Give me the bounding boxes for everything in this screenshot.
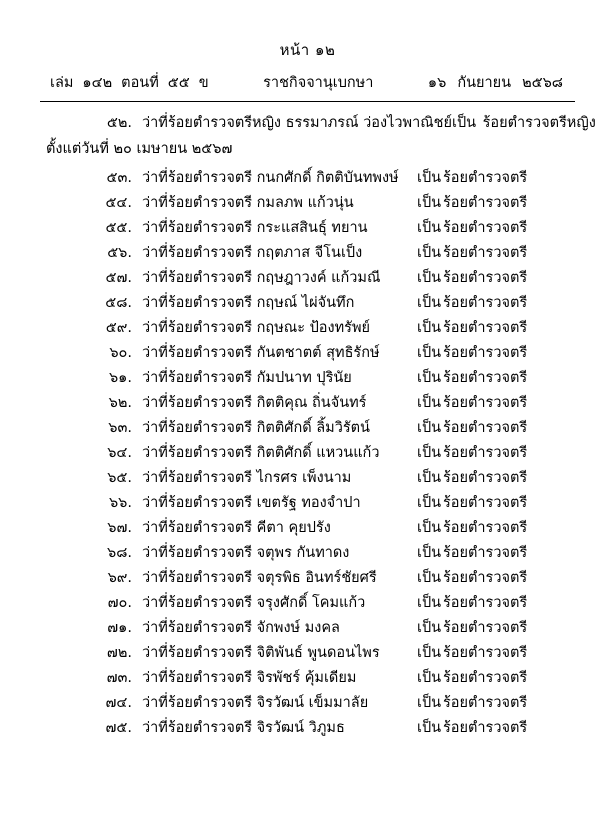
item-name: ว่าที่ร้อยตำรวจตรี กัมปนาท ปุรินัย bbox=[142, 370, 352, 386]
list-item bbox=[46, 496, 567, 511]
list-item bbox=[46, 571, 567, 586]
item-rank-prefix: เป็น bbox=[417, 195, 442, 211]
volume-label: เล่ม bbox=[50, 75, 74, 91]
item-number: ๖๒. bbox=[108, 395, 132, 411]
item-number: ๖๘. bbox=[107, 545, 132, 561]
item-number: ๗๓. bbox=[106, 670, 132, 686]
item-name: ว่าที่ร้อยตำรวจตรี กฤษฎาวงค์ แก้วมณี bbox=[142, 270, 381, 286]
item-rank-value: ร้อยตำรวจตรี bbox=[443, 420, 528, 436]
item-number: ๖๙. bbox=[107, 570, 132, 586]
item-name: ว่าที่ร้อยตำรวจตรี จตุพร กันทาดง bbox=[142, 545, 350, 561]
volume-number: ๑๔๒ bbox=[82, 75, 113, 91]
appointment-list bbox=[46, 171, 567, 736]
list-item bbox=[46, 115, 596, 131]
item-name: ว่าที่ร้อยตำรวจตรี กิตติคุณ ถิ่นจันทร์ bbox=[142, 395, 367, 411]
item-rank-value: ร้อยตำรวจตรีหญิง bbox=[482, 115, 596, 131]
item-number: ๖๗. bbox=[107, 520, 132, 536]
item-name: ว่าที่ร้อยตำรวจตรีหญิง ธรรมาภรณ์ ว่องไวพาณิชย์ bbox=[142, 115, 453, 131]
date-year: ๒๕๖๘ bbox=[522, 75, 563, 91]
item-number: ๕๔. bbox=[105, 195, 132, 211]
item-rank bbox=[417, 171, 567, 186]
item-rank-prefix: เป็น bbox=[417, 620, 442, 636]
item-name: ว่าที่ร้อยตำรวจตรี จักพงษ์ มงคล bbox=[142, 620, 340, 636]
item-name: ว่าที่ร้อยตำรวจตรี จตุรพิธ อินทร์ชัยศรี bbox=[142, 570, 377, 586]
list-item bbox=[46, 346, 567, 361]
item-rank-value: ร้อยตำรวจตรี bbox=[443, 170, 528, 186]
item-number: ๗๔. bbox=[105, 695, 132, 711]
item-number: ๖๕. bbox=[107, 470, 132, 486]
item-rank-value: ร้อยตำรวจตรี bbox=[443, 520, 528, 536]
effective-date-line: ตั้งแต่วันที่ ๒๐ เมษายน ๒๕๖๗ bbox=[46, 141, 233, 157]
item-rank-value: ร้อยตำรวจตรี bbox=[443, 295, 528, 311]
item-number: ๕๒. bbox=[106, 115, 132, 131]
item-name: ว่าที่ร้อยตำรวจตรี กนกศักดิ์ กิตติบันทพงษ์ bbox=[142, 170, 399, 186]
item-rank-prefix: เป็น bbox=[417, 670, 442, 686]
section-label: ตอนที่ bbox=[121, 75, 159, 91]
item-rank bbox=[417, 196, 567, 211]
item-rank-value: ร้อยตำรวจตรี bbox=[443, 445, 528, 461]
item-rank-prefix: เป็น bbox=[417, 370, 442, 386]
list-item bbox=[46, 696, 567, 711]
item-rank bbox=[417, 221, 567, 236]
item-name: ว่าที่ร้อยตำรวจตรี กฤษณะ ป้องทรัพย์ bbox=[142, 320, 370, 336]
list-item bbox=[46, 421, 567, 436]
item-name: ว่าที่ร้อยตำรวจตรี กิตติศักดิ์ แหวนแก้ว bbox=[142, 445, 380, 461]
gazette-title: ราชกิจจานุเบกษา bbox=[263, 75, 374, 91]
item-rank-prefix: เป็น bbox=[452, 115, 477, 131]
item-rank bbox=[417, 446, 567, 461]
item-number: ๖๓. bbox=[108, 420, 132, 436]
item-name: ว่าที่ร้อยตำรวจตรี จิติพันธ์ พูนดอนไพร bbox=[142, 645, 380, 661]
item-rank-prefix: เป็น bbox=[417, 420, 442, 436]
list-body bbox=[0, 116, 615, 736]
item-rank bbox=[417, 721, 567, 736]
item-rank bbox=[417, 421, 567, 436]
list-item bbox=[46, 196, 567, 211]
date-month: กันยายน bbox=[457, 75, 512, 91]
item-name: ว่าที่ร้อยตำรวจตรี คีตา คุยปรัง bbox=[142, 520, 331, 536]
item-rank-prefix: เป็น bbox=[417, 245, 442, 261]
document-header bbox=[0, 71, 615, 94]
list-item bbox=[46, 546, 567, 561]
item-rank-value: ร้อยตำรวจตรี bbox=[443, 220, 528, 236]
item-number: ๖๔. bbox=[107, 445, 132, 461]
item-rank bbox=[417, 696, 567, 711]
list-item bbox=[46, 446, 567, 461]
list-item bbox=[46, 321, 567, 336]
section-number: ๕๕ bbox=[167, 75, 190, 91]
list-item bbox=[46, 171, 567, 186]
date-day: ๑๖ bbox=[427, 75, 447, 91]
item-name: ว่าที่ร้อยตำรวจตรี จิรพัชร์ คุ้มเดียม bbox=[142, 670, 357, 686]
item-name: ว่าที่ร้อยตำรวจตรี จรุงศักดิ์ โคมแก้ว bbox=[142, 595, 366, 611]
list-item bbox=[46, 246, 567, 261]
item-rank bbox=[417, 371, 567, 386]
item-rank-prefix: เป็น bbox=[417, 320, 442, 336]
item-rank-value: ร้อยตำรวจตรี bbox=[443, 395, 528, 411]
item-rank-prefix: เป็น bbox=[417, 170, 442, 186]
header-volume-group bbox=[50, 71, 209, 94]
list-item bbox=[46, 396, 567, 411]
item-rank-prefix: เป็น bbox=[417, 720, 442, 736]
item-rank bbox=[417, 521, 567, 536]
item-rank-prefix: เป็น bbox=[417, 645, 442, 661]
item-number: ๖๑. bbox=[108, 370, 132, 386]
item-rank-prefix: เป็น bbox=[417, 345, 442, 361]
item-rank-prefix: เป็น bbox=[417, 395, 442, 411]
item-number: ๕๗. bbox=[105, 270, 132, 286]
item-rank-value: ร้อยตำรวจตรี bbox=[443, 470, 528, 486]
item-rank-prefix: เป็น bbox=[417, 220, 442, 236]
item-rank-prefix: เป็น bbox=[417, 495, 442, 511]
item-name: ว่าที่ร้อยตำรวจตรี กฤตภาส จีโนเป็ง bbox=[142, 245, 363, 261]
item-name: ว่าที่ร้อยตำรวจตรี กระแสสินธุ์ ทยาน bbox=[142, 220, 368, 236]
item-name: ว่าที่ร้อยตำรวจตรี กันตชาตต์ สุทธิรักษ์ bbox=[142, 345, 380, 361]
item-name: ว่าที่ร้อยตำรวจตรี กมลภพ แก้วนุ่น bbox=[142, 195, 354, 211]
item-name: ว่าที่ร้อยตำรวจตรี จิรวัฒน์ เข็มมาลัย bbox=[142, 695, 369, 711]
item-number: ๕๓. bbox=[106, 170, 132, 186]
item-rank-prefix: เป็น bbox=[417, 545, 442, 561]
list-item bbox=[46, 221, 567, 236]
item-rank-value: ร้อยตำรวจตรี bbox=[443, 620, 528, 636]
item-rank bbox=[417, 246, 567, 261]
item-rank-value: ร้อยตำรวจตรี bbox=[443, 595, 528, 611]
list-item bbox=[46, 596, 567, 611]
item-rank bbox=[417, 671, 567, 686]
item-number: ๗๕. bbox=[105, 720, 132, 736]
item-number: ๗๐. bbox=[107, 595, 132, 611]
item-rank-value: ร้อยตำรวจตรี bbox=[443, 545, 528, 561]
header-divider bbox=[40, 101, 575, 102]
item-rank bbox=[417, 546, 567, 561]
item-number: ๕๕. bbox=[105, 220, 132, 236]
item-name: ว่าที่ร้อยตำรวจตรี จิรวัฒน์ วิภูมธ bbox=[142, 720, 345, 736]
item-rank bbox=[417, 321, 567, 336]
item-rank-prefix: เป็น bbox=[417, 470, 442, 486]
item-number: ๗๒. bbox=[106, 645, 132, 661]
item-rank-value: ร้อยตำรวจตรี bbox=[443, 270, 528, 286]
list-item bbox=[46, 271, 567, 286]
list-item bbox=[46, 671, 567, 686]
page-number: หน้า ๑๒ bbox=[279, 41, 336, 59]
item-rank-value: ร้อยตำรวจตรี bbox=[443, 645, 528, 661]
list-item bbox=[46, 296, 567, 311]
item-rank-value: ร้อยตำรวจตรี bbox=[443, 495, 528, 511]
list-item bbox=[46, 621, 567, 636]
header-date-group bbox=[428, 71, 563, 94]
item-rank-prefix: เป็น bbox=[417, 570, 442, 586]
item-rank-value: ร้อยตำรวจตรี bbox=[443, 320, 528, 336]
item-rank bbox=[417, 471, 567, 486]
list-item bbox=[46, 721, 567, 736]
item-number: ๕๖. bbox=[107, 245, 132, 261]
item-rank-prefix: เป็น bbox=[417, 445, 442, 461]
item-number: ๖๖. bbox=[108, 495, 132, 511]
list-item bbox=[46, 646, 567, 661]
item-number: ๖๐. bbox=[109, 345, 132, 361]
item-rank bbox=[417, 271, 567, 286]
item-rank bbox=[417, 296, 567, 311]
item-number: ๕๘. bbox=[105, 295, 132, 311]
item-rank-value: ร้อยตำรวจตรี bbox=[443, 670, 528, 686]
item-rank-value: ร้อยตำรวจตรี bbox=[443, 245, 528, 261]
list-item bbox=[46, 371, 567, 386]
item-rank-prefix: เป็น bbox=[417, 295, 442, 311]
item-rank bbox=[417, 621, 567, 636]
item-rank bbox=[452, 116, 602, 131]
item-rank-value: ร้อยตำรวจตรี bbox=[443, 720, 528, 736]
item-rank-prefix: เป็น bbox=[417, 695, 442, 711]
item-rank bbox=[417, 646, 567, 661]
item-name: ว่าที่ร้อยตำรวจตรี เขตรัฐ ทองจำปา bbox=[142, 495, 361, 511]
item-rank bbox=[417, 496, 567, 511]
item-name: ว่าที่ร้อยตำรวจตรี กิตติศักดิ์ ลิ้มวิรัตน์ bbox=[142, 420, 370, 436]
gazette-page bbox=[0, 38, 615, 836]
item-number: ๗๑. bbox=[107, 620, 132, 636]
item-rank-prefix: เป็น bbox=[417, 520, 442, 536]
item-rank-prefix: เป็น bbox=[417, 270, 442, 286]
section-subtype: ข bbox=[198, 75, 209, 91]
item-rank-value: ร้อยตำรวจตรี bbox=[443, 370, 528, 386]
item-rank-value: ร้อยตำรวจตรี bbox=[443, 570, 528, 586]
item-name: ว่าที่ร้อยตำรวจตรี กฤษณ์ ไผ่จันทึก bbox=[142, 295, 355, 311]
item-rank bbox=[417, 346, 567, 361]
item-rank-value: ร้อยตำรวจตรี bbox=[443, 345, 528, 361]
item-rank-prefix: เป็น bbox=[417, 595, 442, 611]
list-item bbox=[46, 521, 567, 536]
list-item bbox=[46, 471, 567, 486]
item-number: ๕๙. bbox=[105, 320, 132, 336]
item-rank bbox=[417, 596, 567, 611]
item-rank bbox=[417, 571, 567, 586]
item-name: ว่าที่ร้อยตำรวจตรี ไกรศร เพ็งนาม bbox=[142, 470, 352, 486]
item-rank bbox=[417, 396, 567, 411]
item-rank-value: ร้อยตำรวจตรี bbox=[443, 695, 528, 711]
item-rank-value: ร้อยตำรวจตรี bbox=[443, 195, 528, 211]
